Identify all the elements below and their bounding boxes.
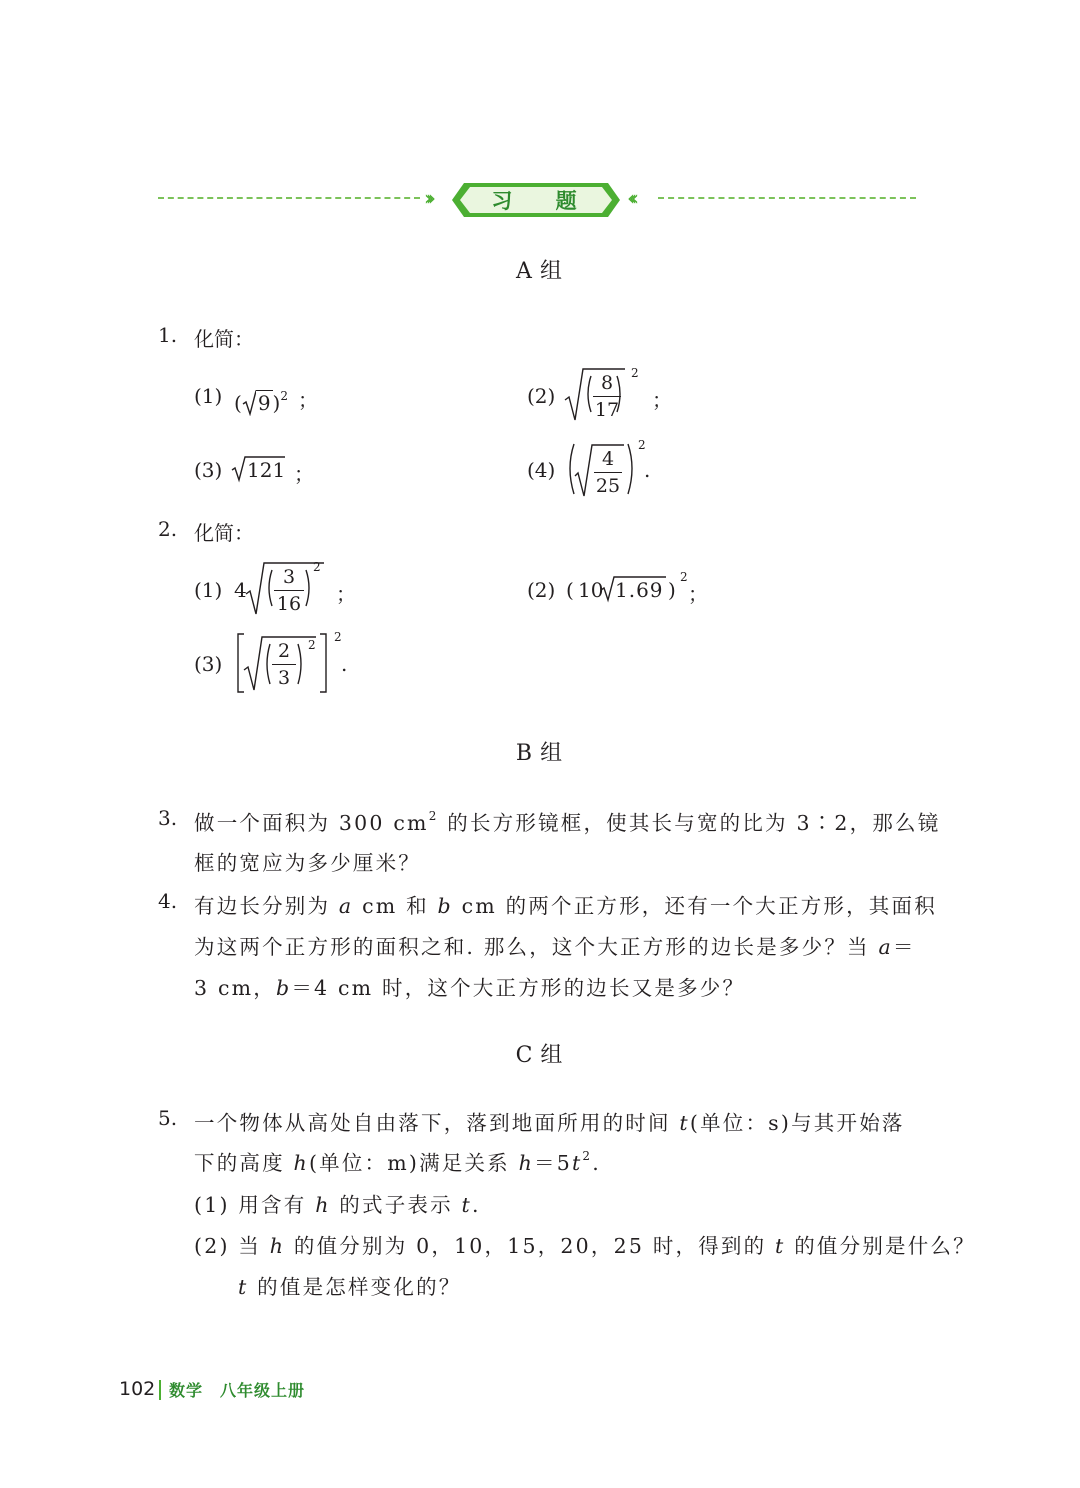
q2-p3-fraction: 2 3: [272, 640, 296, 689]
q2-p1-coef: 4: [234, 578, 247, 602]
q5-line-2: 下的高度 h(单位：m)满足关系 $h=5t^2$.: [194, 1149, 601, 1175]
q2-stem: 化简：: [194, 521, 254, 545]
footer-divider: [159, 1380, 161, 1400]
group-c-heading: C 组: [515, 1043, 565, 1068]
q2-p1-label: (1): [194, 578, 223, 602]
chevron-left-icon: ‹‹‹: [627, 186, 633, 210]
group-b-heading: B 组: [515, 741, 565, 766]
q2-p1-end: ；: [336, 582, 356, 606]
q1-p3-radicand: 121: [247, 458, 286, 482]
q4-line-3: 3 cm，b＝4 cm 时，这个大正方形的边长又是多少？: [194, 976, 746, 1000]
q5-sub-1: (1) 用含有 h 的式子表示 t.: [194, 1193, 481, 1217]
q4-number: 4.: [158, 889, 178, 913]
header-dashed-line-left: [158, 197, 420, 199]
q3-line-2: 框的宽应为多少厘米？: [194, 851, 421, 875]
q2-number: 2.: [158, 517, 178, 541]
q2-p2-coef: 10: [578, 578, 604, 602]
q2-p2-radicand: 1.69: [615, 578, 664, 602]
q1-p1-expr: ( 9 )$^2$: [234, 389, 288, 415]
q1-number: 1.: [158, 323, 178, 347]
q2-p2-close: ): [668, 578, 676, 602]
q1-p2-fraction: 8 17: [594, 372, 620, 421]
q2-p3-exp-inner: 2: [308, 638, 316, 652]
q5-sub-2-line-2: t 的值是怎样变化的？: [238, 1275, 462, 1299]
q1-p1-end: ；: [298, 388, 318, 412]
q1-p2-label: (2): [527, 384, 556, 408]
q2-p2-open: (: [566, 578, 574, 602]
q4-line-1: 有边长分别为 a cm 和 b cm 的两个正方形，还有一个大正方形，其面积: [194, 894, 937, 918]
q2-p2-label: (2): [527, 578, 556, 602]
q2-p2-exp: 2: [680, 570, 688, 584]
q2-p2-end: ；: [688, 582, 708, 606]
header-title: 习 题: [491, 189, 595, 213]
q1-p3-label: (3): [194, 458, 223, 482]
header-dashed-line-right: [658, 197, 916, 199]
q3-number: 3.: [158, 806, 178, 830]
q1-p3-end: ；: [294, 462, 314, 486]
q2-p1-exp: 2: [313, 560, 321, 574]
q1-p4-end: .: [644, 458, 651, 482]
q5-sub-2: (2) 当 h 的值分别为 0，10，15，20，25 时，得到的 t 的值分别是什么？: [194, 1234, 976, 1258]
q1-p2-exp: 2: [631, 366, 639, 380]
q2-p3-exp-outer: 2: [334, 630, 342, 644]
q3-line-1: 做一个面积为 300 $cm^2$ 的长方形镜框，使其长与宽的比为 3∶2，那么镜: [194, 809, 941, 835]
q1-p4-label: (4): [527, 458, 556, 482]
q1-p2-end: ；: [652, 388, 672, 412]
q5-line-1: 一个物体从高处自由落下，落到地面所用的时间 t(单位：s)与其开始落: [194, 1111, 905, 1135]
chevron-right-icon: ›››: [424, 186, 430, 210]
group-a-heading: A 组: [516, 259, 564, 284]
q2-p3-end: .: [341, 652, 348, 676]
q1-stem: 化简：: [194, 327, 254, 351]
book-title: 数学 八年级上册: [169, 1381, 306, 1400]
q2-p3-label: (3): [194, 652, 223, 676]
q5-number: 5.: [158, 1106, 178, 1130]
q1-p1-label: (1): [194, 384, 223, 408]
q1-p4-exp: 2: [638, 438, 646, 452]
q4-line-2: 为这两个正方形的面积之和. 那么，这个大正方形的边长是多少？当 a＝: [194, 935, 916, 959]
q2-p1-fraction: 3 16: [274, 566, 304, 615]
q1-p4-fraction: 4 25: [595, 448, 621, 497]
page-number: 102: [119, 1378, 156, 1400]
